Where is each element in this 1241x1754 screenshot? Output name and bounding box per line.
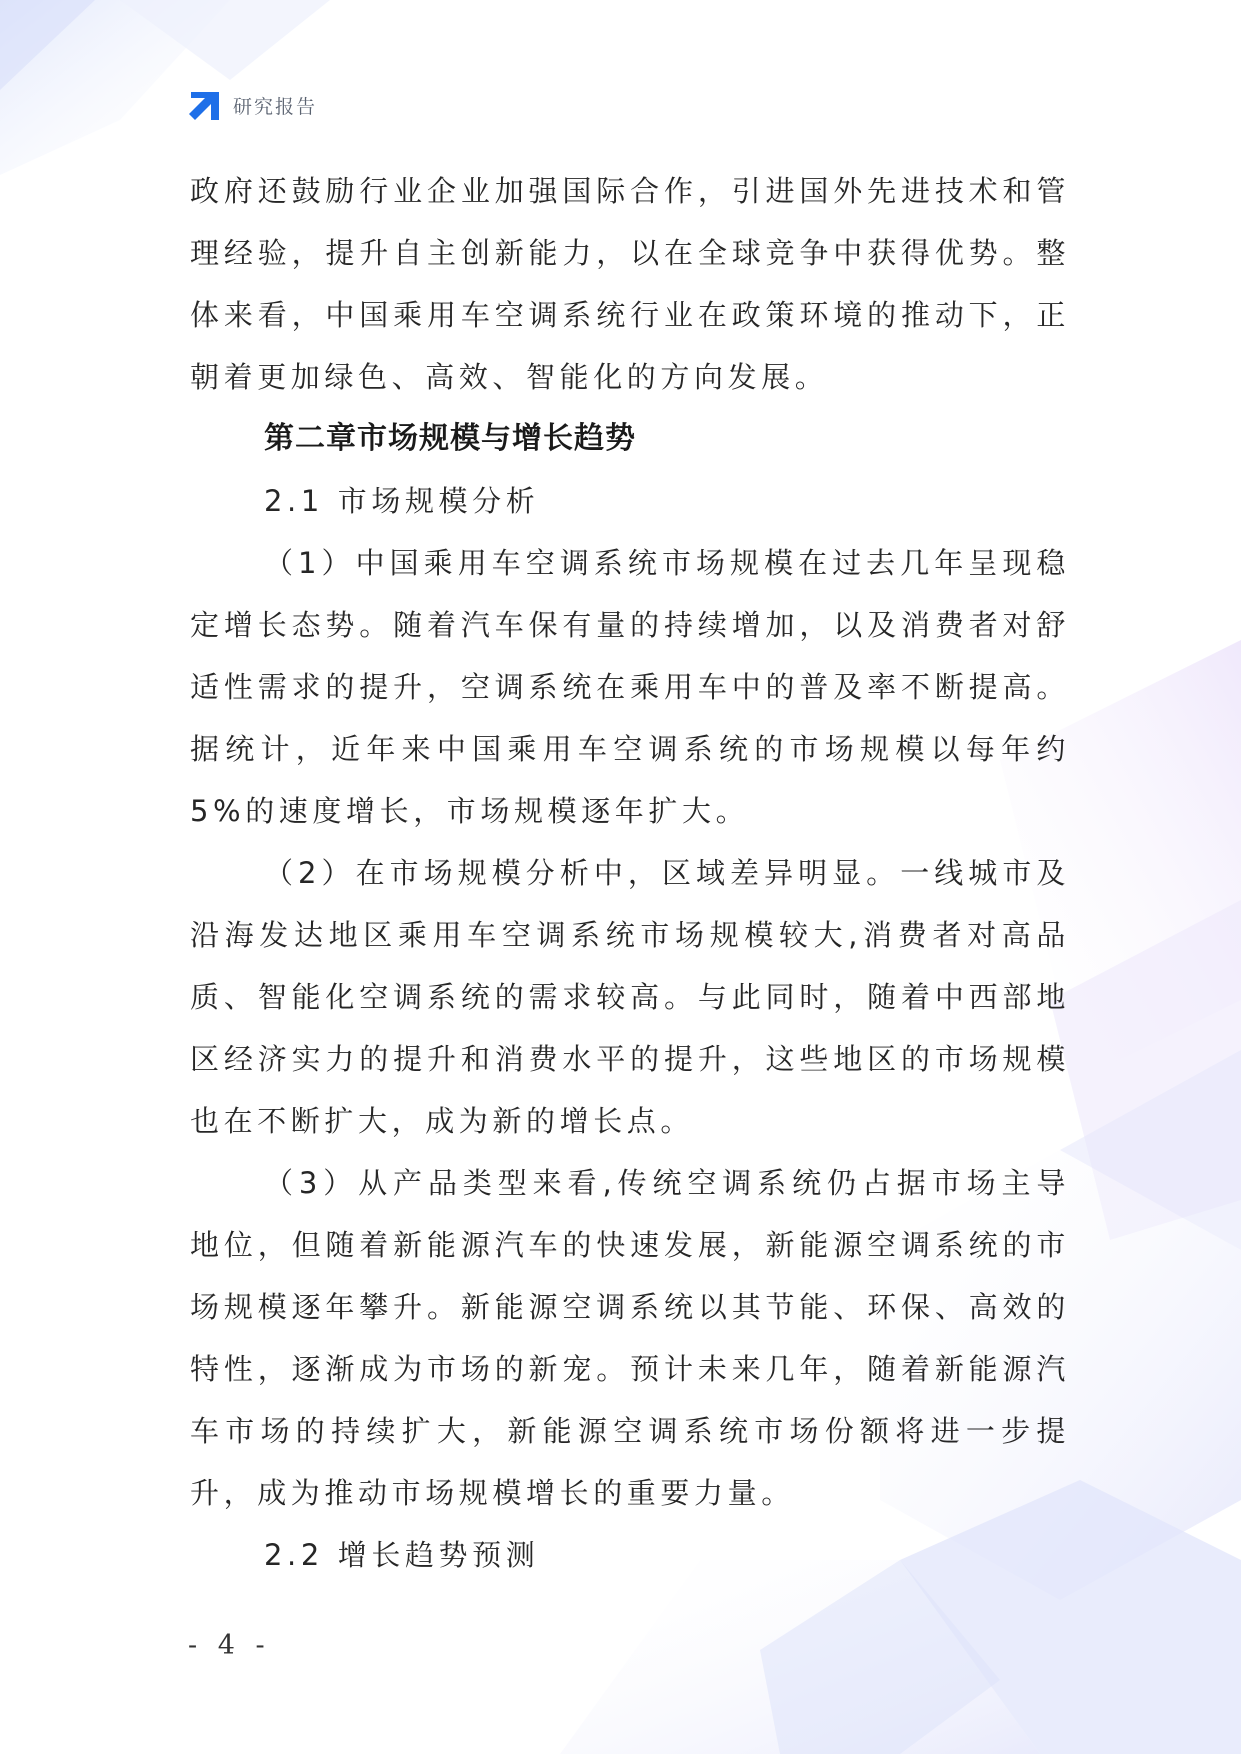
paragraph-2: （2）在市场规模分析中，区域差异明显。一线城市及沿海发达地区乘用车空调系统市场规模较大,消费者对高品质、智能化空调系统的需求较高。与此同时，随着中西部地区经济实力的提升和消费水平的提升，这些地区的市场规模也在不断扩大，成为新的增长点。 [190, 856, 1070, 1138]
arrow-logo-icon [187, 88, 221, 122]
page-number: - 4 - [188, 1630, 271, 1661]
report-header [187, 88, 317, 122]
report-body [190, 160, 1070, 1586]
chapter-title: 第二章市场规模与增长趋势 [264, 421, 636, 456]
section-title-2-1: 2.1 市场规模分析 [264, 484, 540, 518]
intro-paragraph: 政府还鼓励行业企业加强国际合作，引进国外先进技术和管理经验，提升自主创新能力，以在全球竞争中获得优势。整体来看，中国乘用车空调系统行业在政策环境的推动下，正朝着更加绿色、高效、智能化的方向发展。 [190, 174, 1070, 394]
section-title-2-2: 2.2 增长趋势预测 [264, 1538, 540, 1572]
paragraph-3: （3）从产品类型来看,传统空调系统仍占据市场主导地位，但随着新能源汽车的快速发展，新能源空调系统的市场规模逐年攀升。新能源空调系统以其节能、环保、高效的特性，逐渐成为市场的新宠。预计未来几年，随着新能源汽车市场的持续扩大，新能源空调系统市场份额将进一步提升，成为推动市场规模增长的重要力量。 [190, 1166, 1070, 1510]
paragraph-1: （1）中国乘用车空调系统市场规模在过去几年呈现稳定增长态势。随着汽车保有量的持续增加，以及消费者对舒适性需求的提升，空调系统在乘用车中的普及率不断提高。据统计，近年来中国乘用车空调系统的市场规模以每年约 5%的速度增长，市场规模逐年扩大。 [190, 546, 1070, 828]
header-title: 研究报告 [233, 95, 318, 118]
